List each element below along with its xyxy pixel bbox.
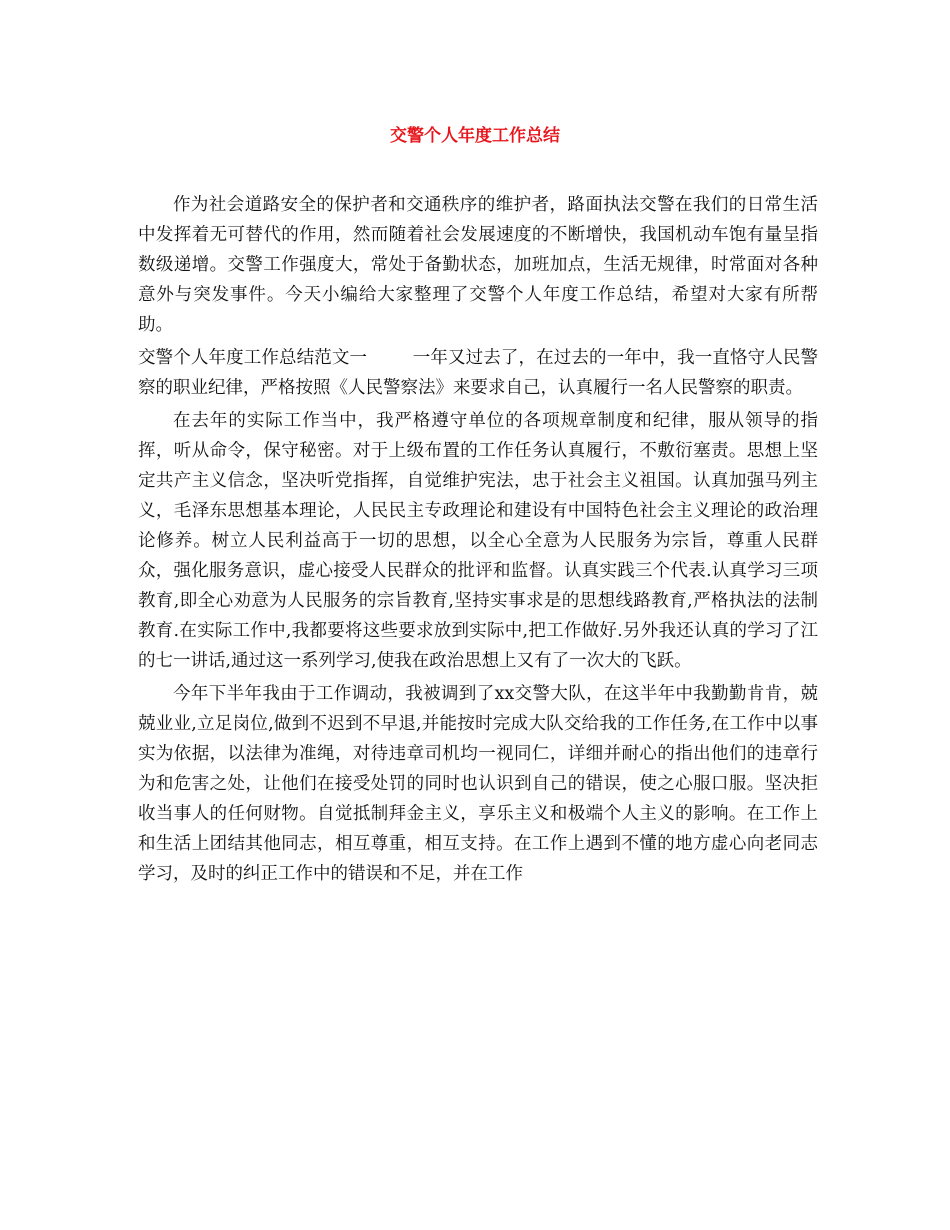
document-body <box>138 190 818 892</box>
paragraph-transfer: 今年下半年我由于工作调动，我被调到了xx交警大队，在这半年中我勤勤肯肯，兢兢业业,立足岗位,做到不迟到不早退,并能按时完成大队交给我的工作任务,在工作中以事实为依据，以法律为准绳，对待违章司机均一视同仁，详细并耐心的指出他们的违章行为和危害之处，让他们在接受处罚的同时也认识到自己的错误，使之心服口服。坚决拒收当事人的任何财物。自觉抵制拜金主义，享乐主义和极端个人主义的影响。在工作上和生活上团结其他同志，相互尊重，相互支持。在工作上遇到不懂的地方虚心向老同志学习，及时的纠正工作中的错误和不足，并在工作 <box>138 684 818 884</box>
paragraph-intro: 作为社会道路安全的保护者和交通秩序的维护者，路面执法交警在我们的日常生活中发挥着无可替代的作用，然而随着社会发展速度的不断增快，我国机动车饱有量呈指数级递增。交警工作强度大，常处于备勤状态，加班加点，生活无规律，时常面对各种意外与突发事件。今天小编给大家整理了交警个人年度工作总结，希望对大家有所帮助。 <box>138 195 818 335</box>
sample-opening-text: 一年又过去了，在过去的一年中，我一直恪守人民警察的职业纪律，严格按照《人民警察法》来要求自己，认真履行一名人民警察的职责。 <box>138 348 818 398</box>
paragraph-work-discipline: 在去年的实际工作当中，我严格遵守单位的各项规章制度和纪律，服从领导的指挥，听从命令，保守秘密。对于上级布置的工作任务认真履行，不敷衍塞责。思想上坚定共产主义信念，坚决听党指挥，自觉维护宪法，忠于社会主义祖国。认真加强马列主义，毛泽东思想基本理论，人民民主专政理论和建设有中国特色社会主义理论的政治理论修养。树立人民利益高于一切的思想，以全心全意为人民服务为宗旨，尊重人民群众，强化服务意识，虚心接受人民群众的批评和监督。认真实践三个代表.认真学习三项教育,即全心劝意为人民服务的宗旨教育,坚持实事求是的思想线路教育,严格执法的法制教育.在实际工作中,我都要将这些要求放到实际中,把工作做好.另外我还认真的学习了江的七一讲话,通过这一系列学习,使我在政治思想上又有了一次大的飞跃。 <box>138 411 818 671</box>
paragraph-sample-one <box>138 343 818 403</box>
document-title: 交警个人年度工作总结 <box>390 126 560 146</box>
sample-heading: 交警个人年度工作总结范文一 <box>138 348 368 368</box>
